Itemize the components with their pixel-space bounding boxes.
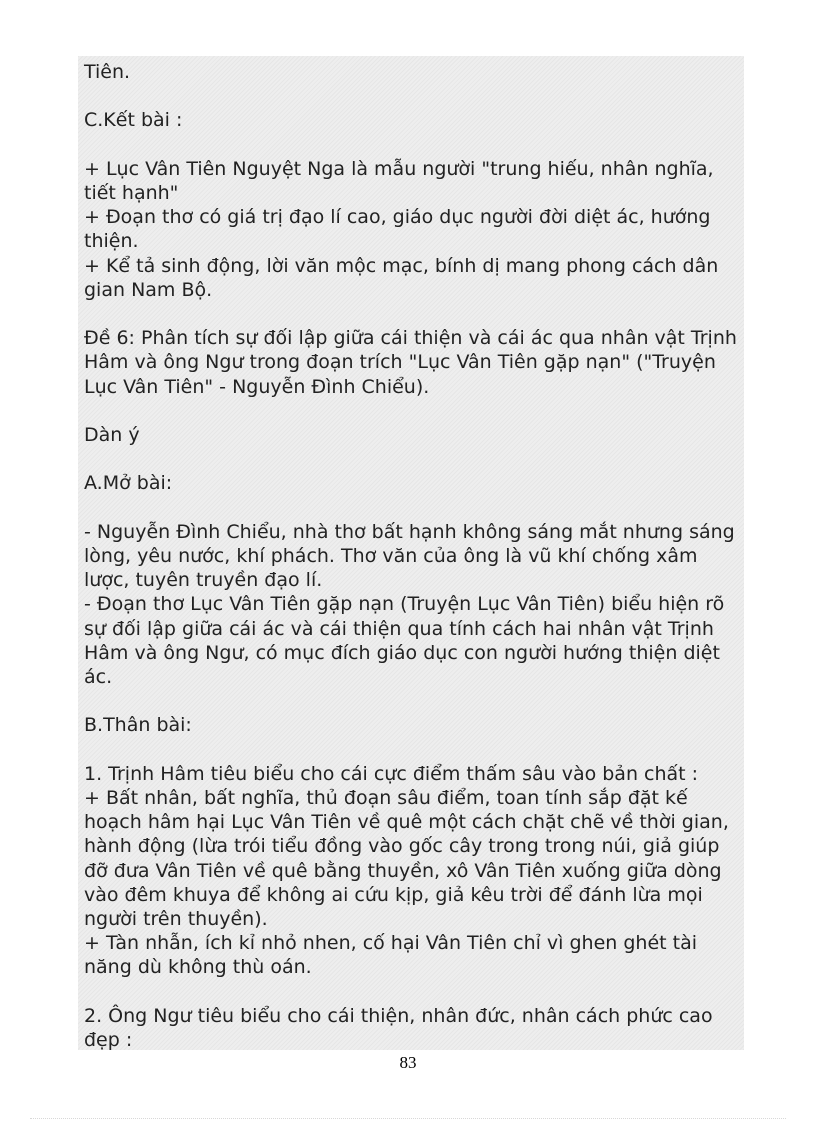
paragraph xyxy=(84,520,744,689)
text-line: - Nguyễn Đình Chiểu, nhà thơ bất hạnh không sáng mắt nhưng sáng xyxy=(84,520,735,543)
paragraph xyxy=(84,326,744,399)
text-line: Hâm và ông Ngư, có mục đích giáo dục con người hướng thiện diệt xyxy=(84,641,720,664)
text-line: sự đối lập giữa cái ác và cái thiện qua tính cách hai nhân vật Trịnh xyxy=(84,617,714,640)
text-line: hoạch hâm hại Lục Vân Tiên về quê một cách chặt chẽ về thời gian, xyxy=(84,811,729,834)
text-line: vào đêm khuya để không ai cứu kịp, giả kêu trời để đánh lừa mọi xyxy=(84,883,703,906)
text-line: + Bất nhân, bất nghĩa, thủ đoạn sâu điểm, toan tính sắp đặt kế xyxy=(84,786,688,809)
paragraph xyxy=(84,60,744,84)
text-line: 2. Ông Ngư tiêu biểu cho cái thiện, nhân đức, nhân cách phức cao xyxy=(84,1004,713,1027)
document-body xyxy=(84,60,744,1076)
paragraph xyxy=(84,423,744,447)
paragraph xyxy=(84,713,744,737)
page-number: 83 xyxy=(399,1053,417,1072)
page-bottom-divider xyxy=(30,1118,786,1119)
paragraph xyxy=(84,1004,744,1052)
text-line: ác. xyxy=(84,665,113,688)
text-line: thiện. xyxy=(84,230,139,253)
text-line: đỡ đưa Vân Tiên về quê bằng thuyền, xô Vân Tiên xuống giữa dòng xyxy=(84,859,722,882)
text-line: 1. Trịnh Hâm tiêu biểu cho cái cực điểm thấm sâu vào bản chất : xyxy=(84,762,699,785)
text-line: gian Nam Bộ. xyxy=(84,278,213,301)
text-line: + Tàn nhẫn, ích kỉ nhỏ nhen, cố hại Vân Tiên chỉ vì ghen ghét tài xyxy=(84,932,698,955)
text-line: Dàn ý xyxy=(84,423,140,446)
paragraph xyxy=(84,157,744,302)
text-line: C.Kết bài : xyxy=(84,109,183,132)
text-line: đẹp : xyxy=(84,1028,133,1051)
text-line: Tiên. xyxy=(84,61,131,83)
text-line: - Đoạn thơ Lục Vân Tiên gặp nạn (Truyện Lục Vân Tiên) biểu hiện rõ xyxy=(84,593,725,616)
text-line: A.Mở bài: xyxy=(84,472,173,495)
text-line: hành động (lừa trói tiểu đồng vào gốc cây trong trong núi, giả giúp xyxy=(84,835,720,858)
text-line: tiết hạnh" xyxy=(84,181,179,204)
text-line: + Lục Vân Tiên Nguyệt Nga là mẫu người "trung hiếu, nhân nghĩa, xyxy=(84,157,714,180)
text-line: Hâm và ông Ngư trong đoạn trích "Lục Vân Tiên gặp nạn" ("Truyện xyxy=(84,351,716,374)
text-line: lòng, yêu nước, khí phách. Thơ văn của ông là vũ khí chống xâm xyxy=(84,544,698,567)
text-line: B.Thân bài: xyxy=(84,714,192,737)
text-line: Đề 6: Phân tích sự đối lập giữa cái thiện và cái ác qua nhân vật Trịnh xyxy=(84,327,737,350)
text-line: + Đoạn thơ có giá trị đạo lí cao, giáo dục người đời diệt ác, hướng xyxy=(84,206,711,229)
paragraph xyxy=(84,762,744,980)
text-line: lược, tuyên truyền đạo lí. xyxy=(84,569,323,592)
text-line: người trên thuyền). xyxy=(84,907,268,930)
text-line: Lục Vân Tiên" - Nguyễn Đình Chiểu). xyxy=(84,375,430,398)
paragraph xyxy=(84,108,744,132)
paragraph xyxy=(84,471,744,495)
text-line: + Kể tả sinh động, lời văn mộc mạc, bính dị mang phong cách dân xyxy=(84,254,719,277)
text-line: năng dù không thù oán. xyxy=(84,956,312,979)
